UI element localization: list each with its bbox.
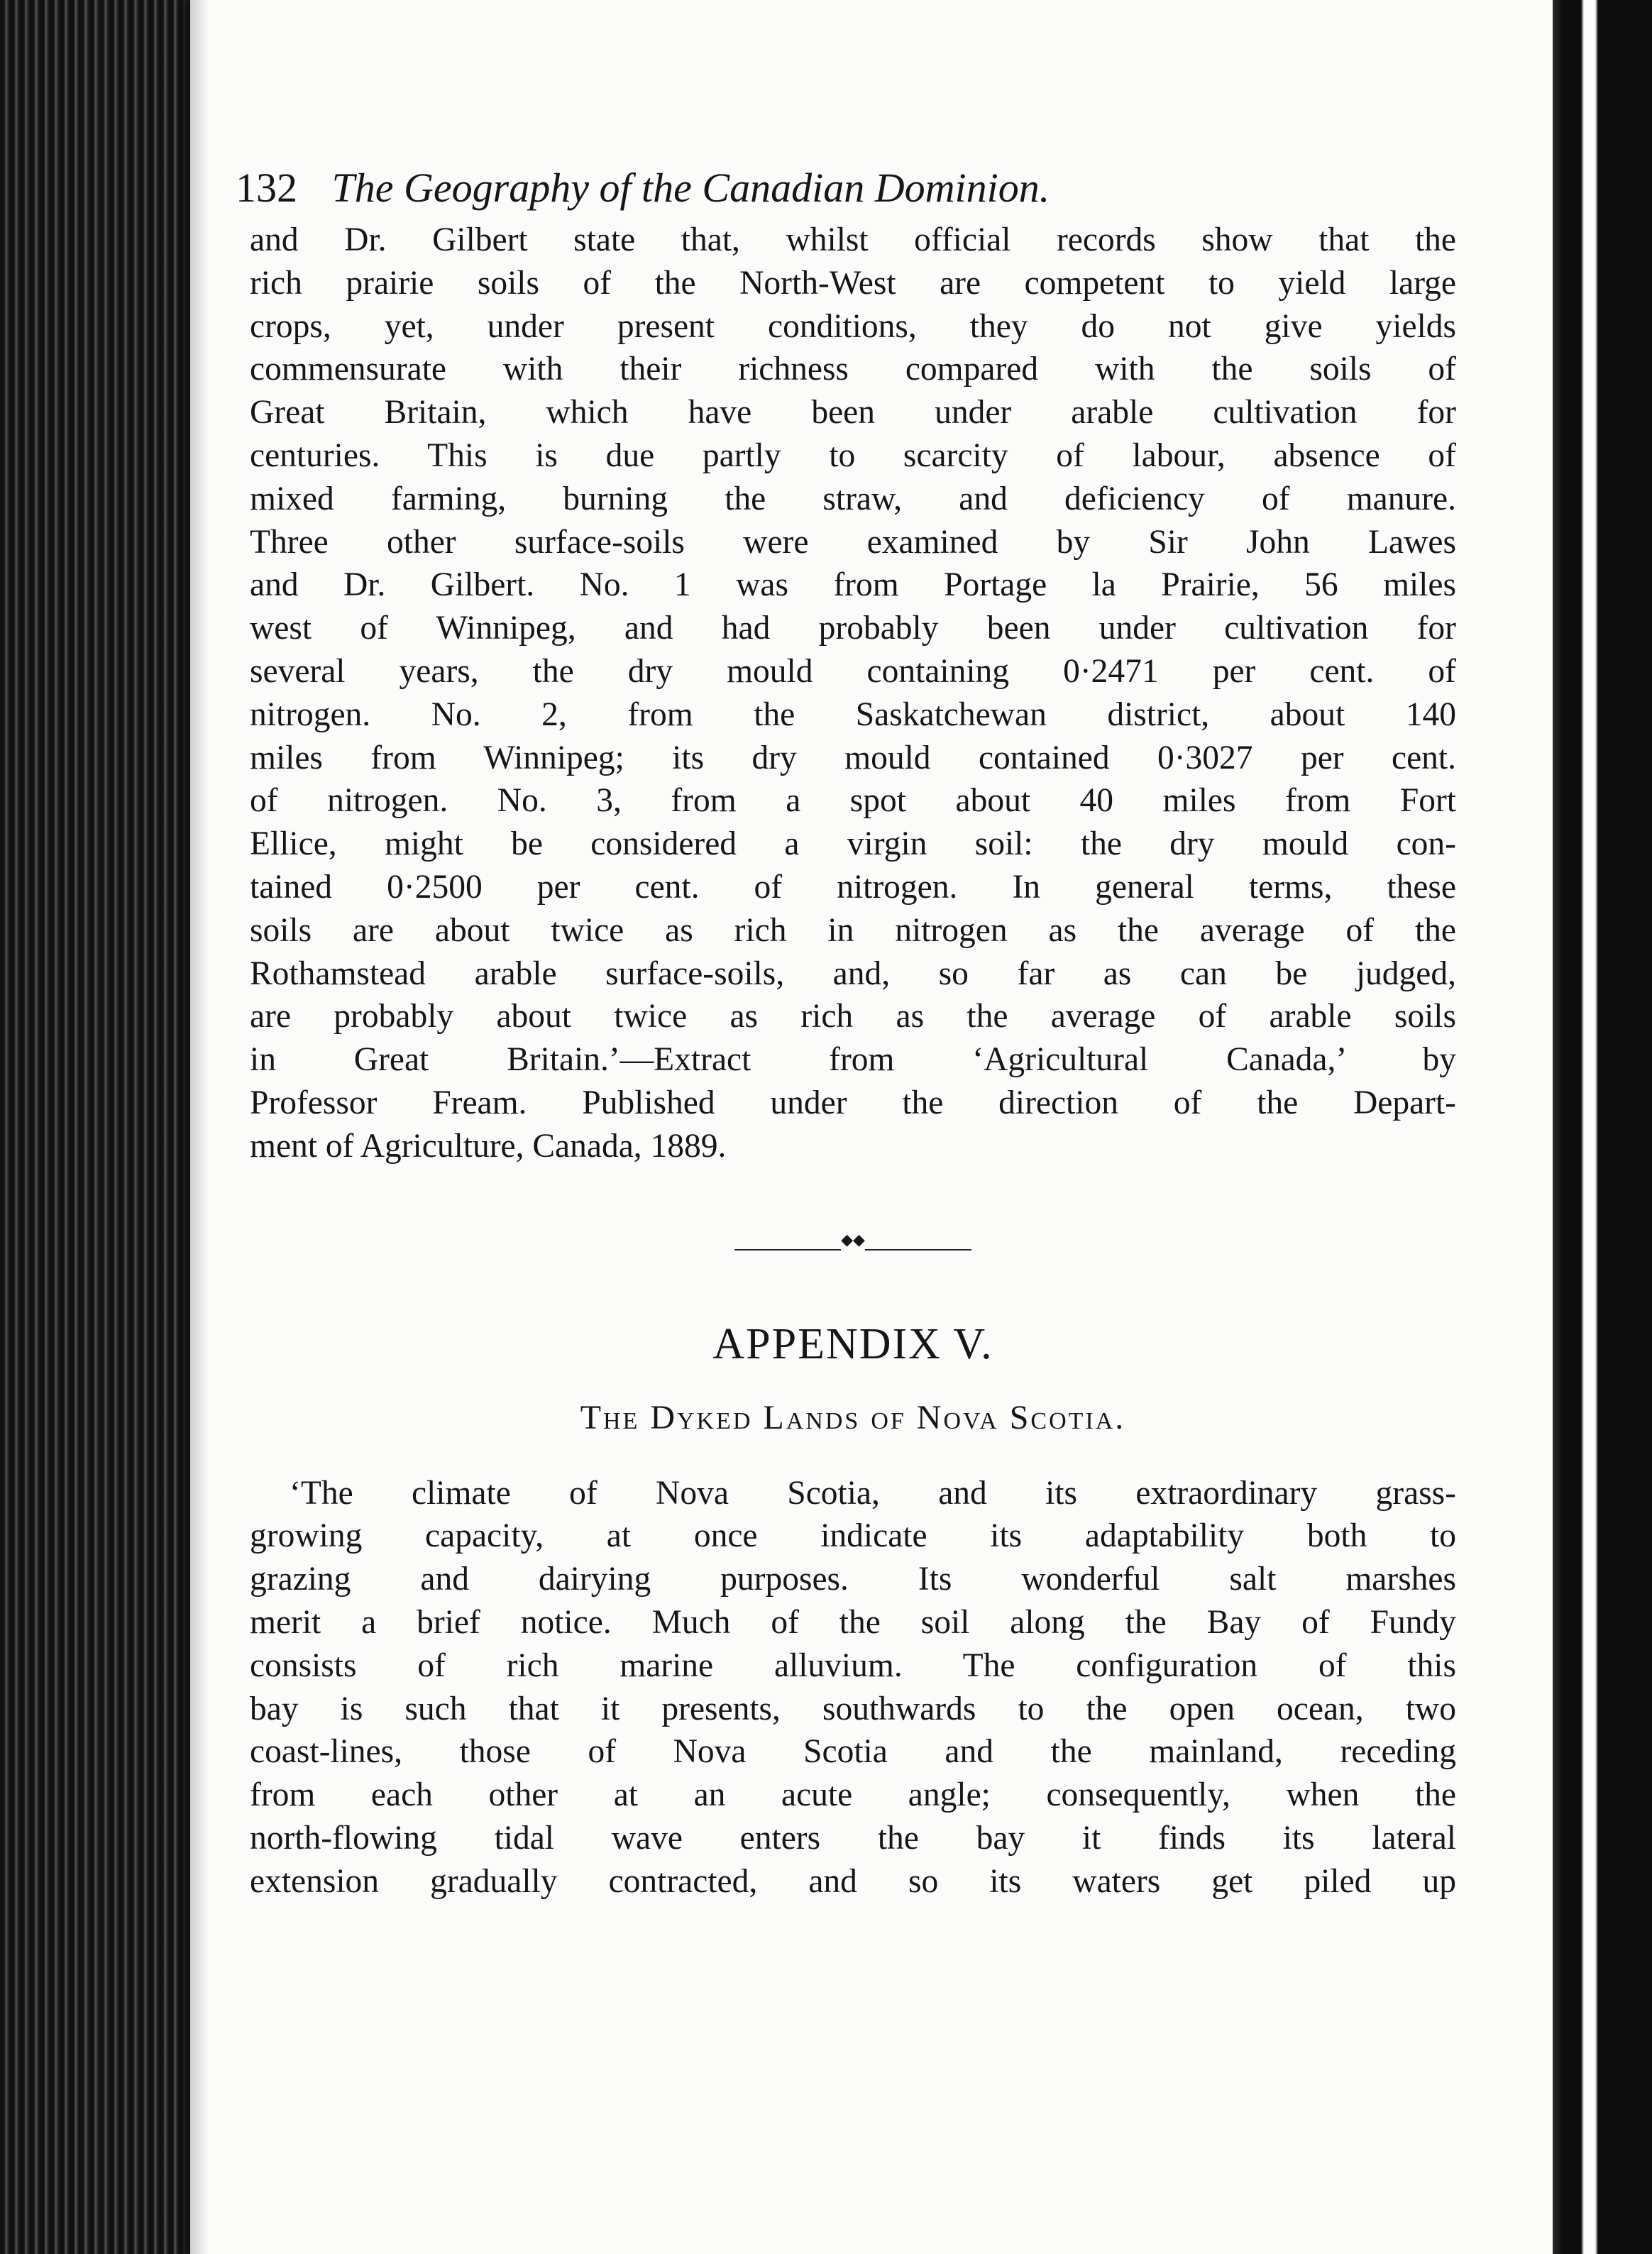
text-line: grazing and dairying purposes. Its wonderful salt marshes <box>250 1561 1456 1598</box>
page-edges-stack <box>0 0 213 2254</box>
body-text <box>250 219 1456 1168</box>
appendix-subtitle: The Dyked Lands of Nova Scotia. <box>580 1398 1126 1436</box>
text-line: Great Britain, which have been under arable cultivation for <box>250 394 1456 431</box>
text-line: Ellice, might be considered a virgin soil: the dry mould con- <box>250 825 1456 863</box>
right-page-edge <box>1553 0 1652 2254</box>
text-line: tained 0·2500 per cent. of nitrogen. In general terms, these <box>250 868 1456 906</box>
text-line: of nitrogen. No. 3, from a spot about 40 miles from Fort <box>250 782 1456 820</box>
text-line: and Dr. Gilbert state that, whilst official records show that the <box>250 221 1456 258</box>
page-content <box>236 163 1456 1903</box>
text-line: ment of Agriculture, Canada, 1889. <box>250 1127 727 1165</box>
text-line: mixed farming, burning the straw, and deficiency of manure. <box>250 480 1456 517</box>
ornament-rule <box>865 1249 971 1250</box>
page-number: 132 <box>236 165 297 211</box>
text-line: consists of rich marine alluvium. The configuration of this <box>250 1646 1456 1684</box>
running-head <box>236 163 1456 213</box>
section-ornament <box>250 1231 1456 1273</box>
text-line: coast-lines, those of Nova Scotia and the mainland, receding <box>250 1733 1456 1771</box>
text-line: crops, yet, under present conditions, they do not give yields <box>250 307 1456 345</box>
text-line: miles from Winnipeg; its dry mould contained 0·3027 per cent. <box>250 739 1456 776</box>
text-line: soils are about twice as rich in nitrogen as the average of the <box>250 911 1456 949</box>
text-line: Three other surface-soils were examined by Sir John Lawes <box>250 523 1456 561</box>
text-line: west of Winnipeg, and had probably been under cultivation for <box>250 610 1456 647</box>
text-line: are probably about twice as rich as the average of arable soils <box>250 998 1456 1035</box>
text-line: several years, the dry mould containing 0·2471 per cent. of <box>250 652 1456 690</box>
text-line: merit a brief notice. Much of the soil along the Bay of Fundy <box>250 1603 1456 1641</box>
text-line: Rothamstead arable surface-soils, and, so far as can be judged, <box>250 955 1456 992</box>
text-line: Professor Fream. Published under the direction of the Depart- <box>250 1084 1456 1121</box>
appendix-heading: APPENDIX V. <box>712 1319 993 1368</box>
text-line: from each other at an acute angle; consequently, when the <box>250 1776 1456 1814</box>
appendix-text <box>250 1472 1456 1903</box>
text-line: in Great Britain.’—Extract from ‘Agricultural Canada,’ by <box>250 1041 1456 1079</box>
text-line: and Dr. Gilbert. No. 1 was from Portage la Prairie, 56 miles <box>250 566 1456 604</box>
running-title: The Geography of the Canadian Dominion. <box>331 165 1050 211</box>
text-line: rich prairie soils of the North-West are competent to yield large <box>250 264 1456 302</box>
text-line: bay is such that it presents, southwards to the open ocean, two <box>250 1690 1456 1727</box>
ornament-rule <box>734 1249 841 1250</box>
text-line: ‘The climate of Nova Scotia, and its extraordinary grass- <box>290 1474 1456 1512</box>
text-line: centuries. This is due partly to scarcity of labour, absence of <box>250 436 1456 474</box>
text-line: commensurate with their richness compared with the soils of <box>250 351 1456 388</box>
text-line: nitrogen. No. 2, from the Saskatchewan district, about 140 <box>250 696 1456 733</box>
text-line: extension gradually contracted, and so its waters get piled up <box>250 1862 1456 1900</box>
text-line: north-flowing tidal wave enters the bay it finds its lateral <box>250 1819 1456 1857</box>
ornament-glyph: ◆◆ <box>841 1230 865 1248</box>
text-line: growing capacity, at once indicate its adaptability both to <box>250 1517 1456 1555</box>
